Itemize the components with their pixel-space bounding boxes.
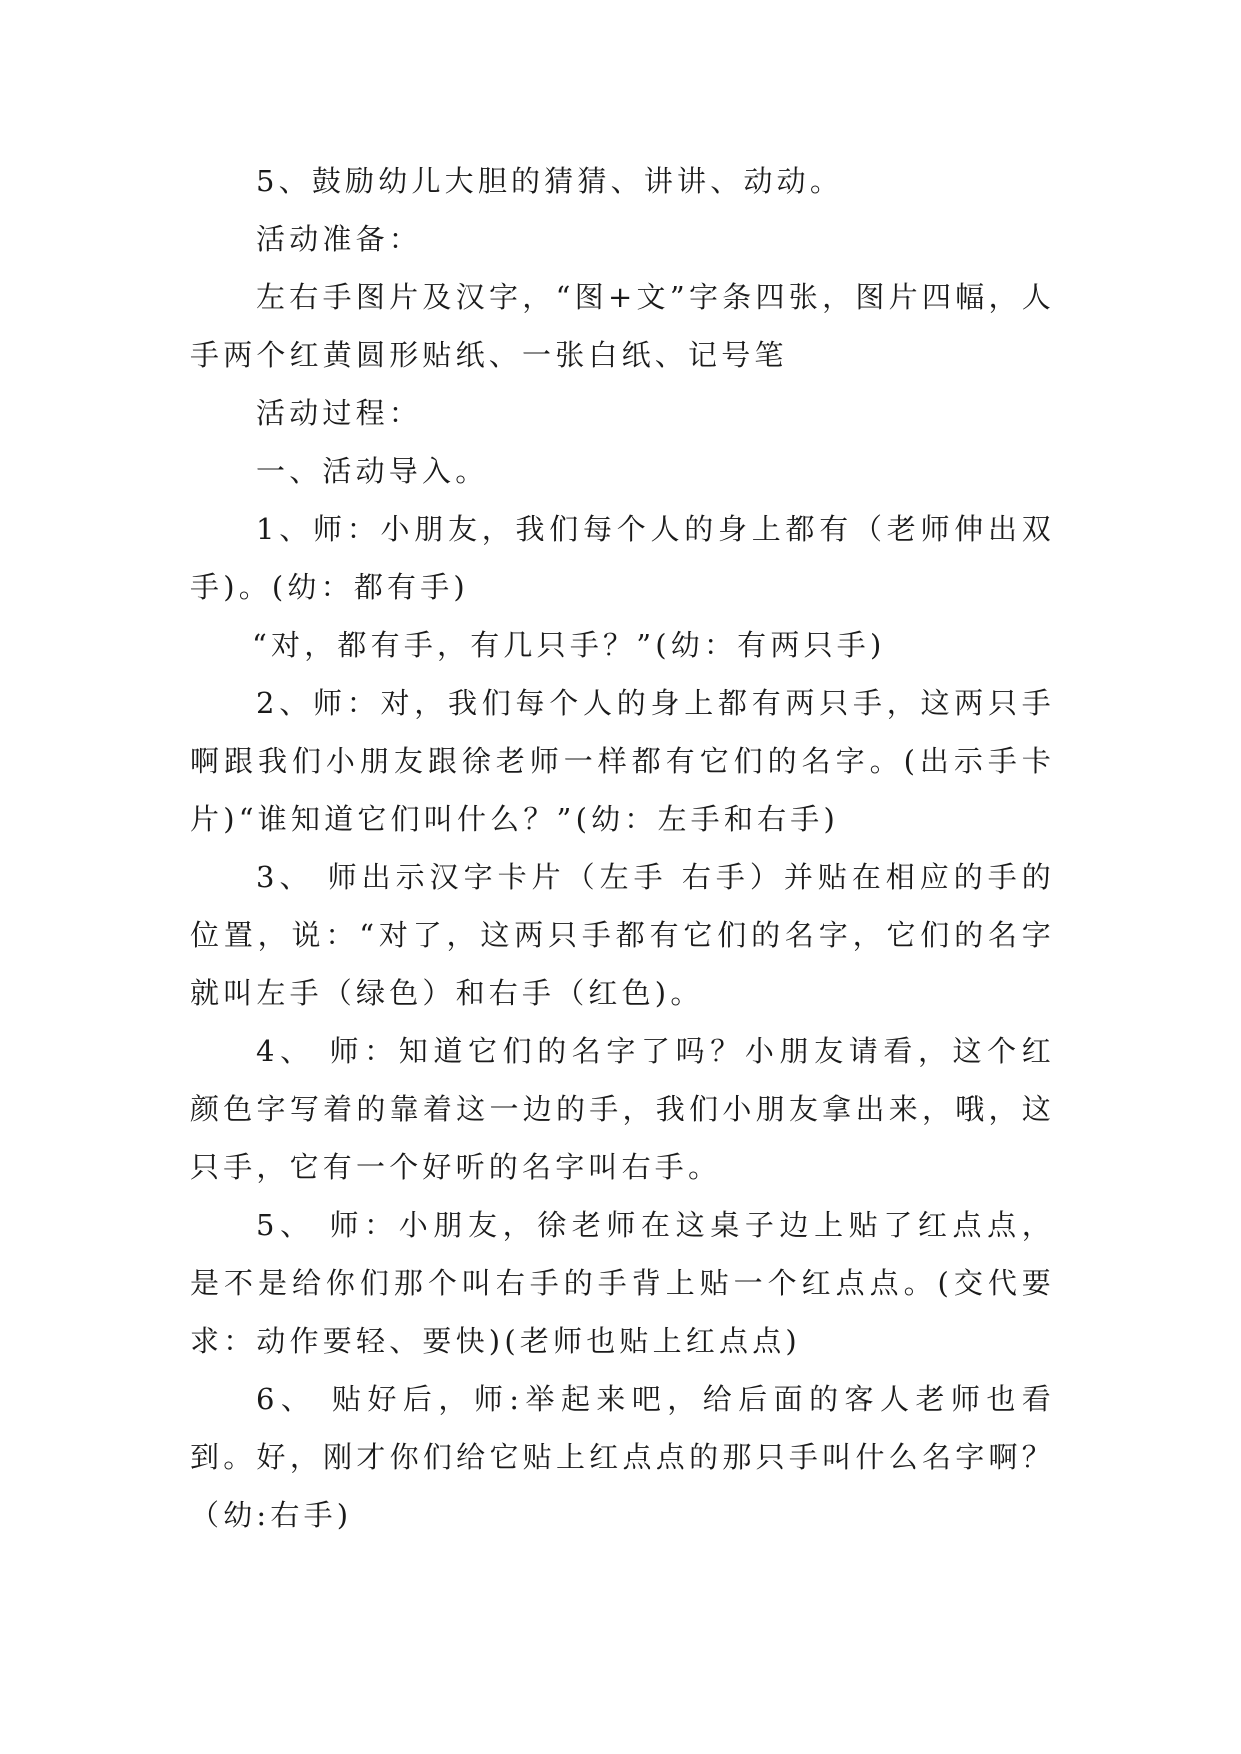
process-step-6: 6、 贴好后，师:举起来吧，给后面的客人老师也看到。好，刚才你们给它贴上红点点的那只手叫什么名字啊？（幼:右手)	[190, 1382, 1055, 1532]
goal-item-5: 5、鼓励幼儿大胆的猜猜、讲讲、动动。	[256, 164, 844, 198]
preparation-materials: 左右手图片及汉字，“图+文”字条四张，图片四幅，人手两个红黄圆形贴纸、一张白纸、记号笔	[190, 280, 1055, 372]
process-part-1-heading: 一、活动导入。	[256, 454, 489, 488]
document-page	[190, 152, 1055, 1544]
process-step-2: 2、师：对，我们每个人的身上都有两只手，这两只手啊跟我们小朋友跟徐老师一样都有它们的名字。(出示手卡片)“谁知道它们叫什么？”(幼：左手和右手)	[190, 686, 1055, 836]
process-step-3: 3、 师出示汉字卡片（左手 右手）并贴在相应的手的位置，说：“对了，这两只手都有它们的名字，它们的名字就叫左手（绿色）和右手（红色)。	[190, 860, 1055, 1010]
section-heading-preparation: 活动准备：	[256, 222, 423, 256]
section-heading-process: 活动过程：	[256, 396, 423, 430]
process-step-1-dialogue: “对，都有手，有几只手？”(幼：有两只手)	[252, 628, 886, 662]
process-step-4: 4、 师：知道它们的名字了吗？小朋友请看，这个红颜色字写着的靠着这一边的手，我们小朋友拿出来，哦，这只手，它有一个好听的名字叫右手。	[190, 1034, 1055, 1184]
process-step-1: 1、师：小朋友，我们每个人的身上都有（老师伸出双手)。(幼：都有手)	[190, 512, 1055, 604]
process-step-5: 5、 师：小朋友，徐老师在这桌子边上贴了红点点，是不是给你们那个叫右手的手背上贴一个红点点。(交代要求：动作要轻、要快)(老师也贴上红点点)	[190, 1208, 1055, 1358]
